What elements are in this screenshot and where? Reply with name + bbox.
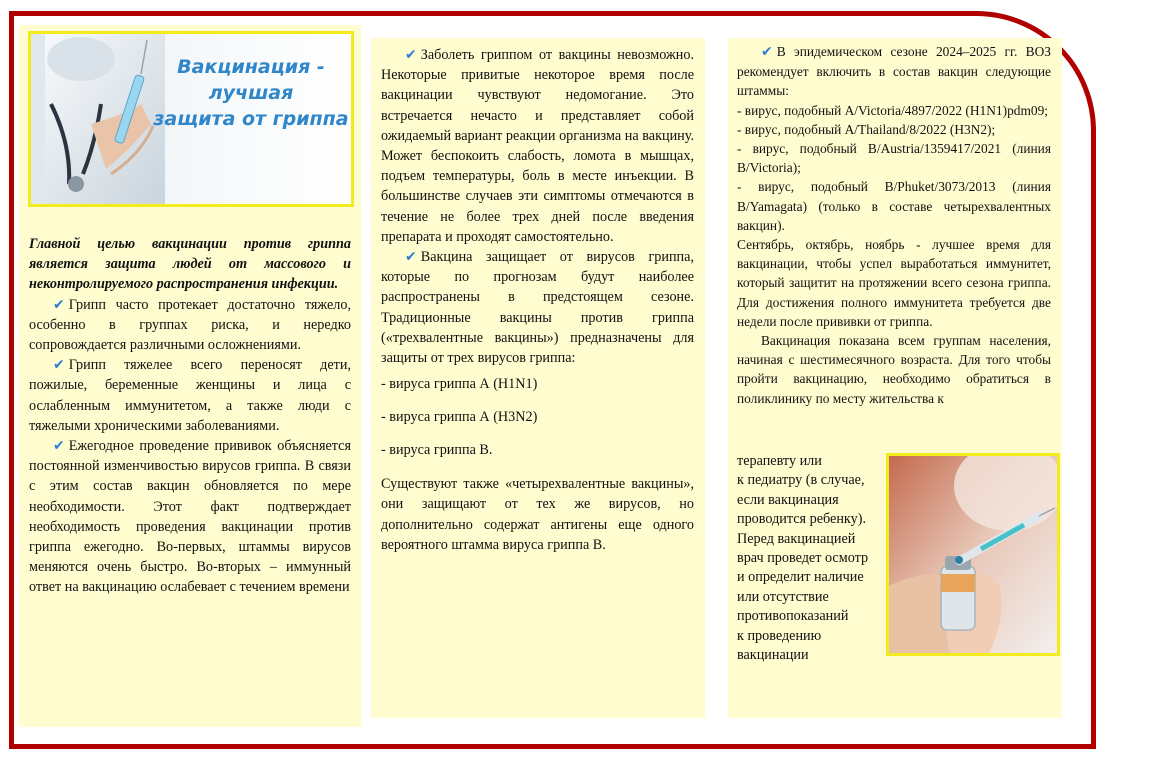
bullet-paragraph bbox=[29, 355, 351, 436]
wrap-line: к проведению bbox=[737, 627, 822, 644]
paragraph-text: В эпидемическом сезоне 2024–2025 гг. ВОЗ рекомендует включить в состав вакцин следующие штаммы: bbox=[737, 44, 1051, 99]
column-left bbox=[19, 25, 361, 727]
wrap-line: проводится ребенку). bbox=[737, 511, 866, 528]
paragraph: Существуют также «четырехвалентные вакцины», они защищают от тех же вирусов, но дополнительно содержат антигены еще одного вероятного штамма вируса гриппа В. bbox=[381, 476, 694, 553]
paragraph-text: Вакцина защищает от вирусов гриппа, которые по прогнозам будут наиболее распространены в предстоящем сезоне. Традиционные вакцины против гриппа («трехвалентные вакцины») предназначены для защиты от трех вирусов гриппа: bbox=[381, 249, 694, 367]
column-middle bbox=[371, 38, 705, 718]
wrap-line: если вакцинация bbox=[737, 491, 839, 508]
wrap-line: или отсутствие bbox=[737, 588, 829, 605]
hero-title-line2: защита от гриппа bbox=[153, 108, 349, 130]
wrap-line: терапевту или bbox=[737, 453, 822, 469]
hero-image bbox=[28, 31, 354, 207]
column-middle-text bbox=[381, 45, 694, 555]
paragraph: Вакцинация показана всем группам населения, начиная с шестимесячного возраста. Для того чтобы пройти вакцинацию, необходимо обратиться в поликлинику по месту жительства к bbox=[737, 333, 1051, 406]
strain-item: - вирус, подобный B/Austria/1359417/2021 (линия B/Victoria); bbox=[737, 141, 1051, 176]
checkmark-icon: ✔ bbox=[53, 438, 65, 455]
column-left-text bbox=[29, 234, 351, 598]
column-right-text bbox=[737, 42, 1051, 408]
checkmark-icon: ✔ bbox=[761, 44, 773, 60]
wrap-line: противопоказаний bbox=[737, 608, 849, 625]
strain-item: - вируса гриппа А (H1N1) bbox=[381, 376, 538, 393]
vaccine-photo bbox=[886, 453, 1060, 656]
strain-item: - вируса гриппа А (H3N2) bbox=[381, 409, 538, 426]
paragraph: Сентябрь, октябрь, ноябрь - лучшее время для вакцинации, чтобы успел выработаться иммунитет, который защитит на протяжении всего сезона гриппа. Для достижения полного иммунитета требуется две недели после прививки от гриппа. bbox=[737, 237, 1051, 329]
strain-item: - вируса гриппа В. bbox=[381, 442, 493, 459]
checkmark-icon: ✔ bbox=[53, 357, 65, 374]
bullet-text: Ежегодное проведение прививок объясняется постоянной изменчивостью вирусов гриппа. В связи с этим состав вакцин обновляется по мере необходимости. Этот факт подтверждает необходимость проведения вакцинации против гриппа ежегодно. Во-первых, штаммы вирусов меняются очень быстро. Во-вторых – иммунный ответ на вакцинацию ослабевает с течением времени bbox=[29, 438, 351, 596]
wrap-line: к педиатру (в случае, bbox=[737, 472, 865, 489]
strain-item: - вирус, подобный B/Phuket/3073/2013 (линия B/Yamagata) (только в составе четырехвалентных вакцин). bbox=[737, 179, 1051, 233]
wrap-line: врач проведет осмотр bbox=[737, 550, 869, 567]
checkmark-icon: ✔ bbox=[53, 296, 65, 313]
paragraph bbox=[381, 247, 694, 368]
paragraph-text: Заболеть гриппом от вакцины невозможно. Некоторые привитые некоторое время после вакцинации чувствуют недомогание. Это встречается нечасто и представляет собой ожидаемый вариант реакции организма на вакцину. Может беспокоить слабость, ломота в мышцах, подъем температуры, боль в месте инъекции. В большинстве случаев эти симптомы отмечаются в течение не более трех дней после введения препарата и проходят самостоятельно. bbox=[381, 47, 694, 245]
lead-paragraph: Главной целью вакцинации против гриппа является защита людей от массового и неконтролируемого распространения инфекции. bbox=[29, 236, 351, 293]
wrap-line: Перед вакцинацией bbox=[737, 530, 856, 547]
paragraph bbox=[737, 42, 1051, 101]
bullet-paragraph bbox=[29, 295, 351, 356]
checkmark-icon: ✔ bbox=[405, 47, 417, 63]
hero-title bbox=[151, 54, 351, 132]
strain-item: - вирус, подобный A/Victoria/4897/2022 (H1N1)pdm09; bbox=[737, 102, 1048, 118]
column-right bbox=[728, 38, 1062, 718]
wrap-line: вакцинации bbox=[737, 647, 809, 664]
bullet-text: Грипп часто протекает достаточно тяжело, особенно в группах риска, и нередко сопровождается различными осложнениями. bbox=[29, 296, 351, 354]
wrap-line: и определит наличие bbox=[737, 569, 864, 586]
vial-and-syringe-illustration bbox=[889, 456, 1057, 653]
bullet-text: Грипп тяжелее всего переносят дети, пожилые, беременные женщины и лица с ослабленным иммунитетом, а также люди с тяжелыми хроническими заболеваниями. bbox=[29, 357, 351, 434]
checkmark-icon: ✔ bbox=[405, 249, 417, 266]
strain-item: - вирус, подобный A/Thailand/8/2022 (H3N2); bbox=[737, 121, 996, 137]
hero-title-line1: Вакцинация - лучшая bbox=[177, 56, 325, 104]
wrap-text bbox=[737, 452, 887, 665]
bullet-paragraph bbox=[29, 436, 351, 598]
paragraph bbox=[381, 45, 694, 247]
